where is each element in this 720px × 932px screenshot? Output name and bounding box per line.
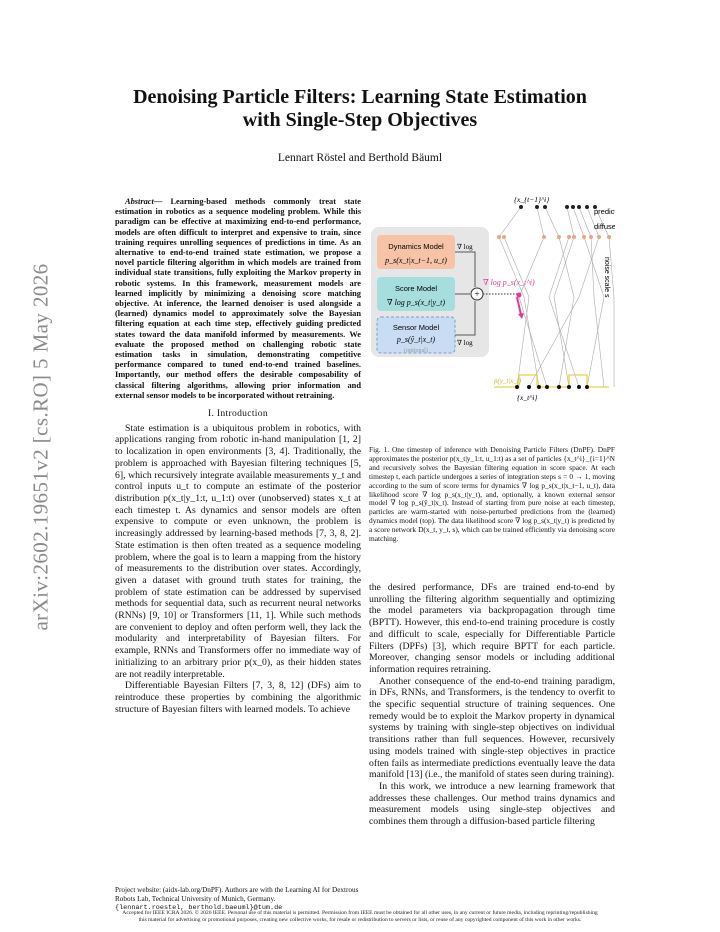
figure-caption: Fig. 1. One timestep of inference with Denoising Particle Filters (DnPF). DnPF approximates the posterior p(x_t|y_1:t, u_1:t) as a set of particles {x_t^i}_{i=1}^N and recursively solves the Bayesian filtering equation in score space. At each timestep t, each particle undergoes a series of integration steps s = 0 → 1, moving according to the sum of score terms for dynamics ∇ log p_s(x_t|x_t−1, u_t), data likelihood score ∇ log p_s(x_t|y_t), and, optionally, a known external sensor model ∇ log p_s(ŷ_t|x_t). Instead of starting from pure noise at each timestep, particles are warm-started with noise-perturbed predictions from the (learned) dynamics model (top). The data likelihood score ∇ log p_s(x_t|y_t) is predicted by a score network D(x_t, y_t, s), which can be trained efficiently via denoising score matching. [369,445,615,544]
title-line-1: Denoising Particle Filters: Learning State Estimation [133,86,587,108]
abstract-label: Abstract [125,197,154,206]
right-paragraph-3: In this work, we introduce a new learning framework that addresses these challenges. Our method trains dynamics and measurement models using single-step objectives and combines them through a diffusion-based particle filtering [369,780,615,828]
sum-label: ∇ log p_s(x_t^i) [483,278,535,287]
dynamics-grad-log: ∇ log [457,243,473,251]
noise-scale-label: noise scale s [603,257,610,298]
final-particles-label: {x_t^i} [517,393,538,402]
sensor-title: Sensor Model [392,323,440,332]
arxiv-stamp [26,232,56,662]
score-arrowhead [518,313,524,319]
dynamics-formula: p_s(x_t|x_t−1, u_t) [385,256,447,265]
sensor-grad-log: ∇ log [457,339,473,347]
previous-particles-label: {x_{t−1}^i} [514,197,550,204]
predict-label: predict [594,207,615,216]
diffuse-label: diffuse [594,222,615,231]
intro-paragraph-2: Differentiable Bayesian Filters [7, 3, 8, 12] (DFs) aim to reintroduce these properties by combining the algorithmic structure of Bayesian filters with learned models. To achieve [115,680,361,715]
sum-plus: + [474,289,480,299]
right-paragraph-2: Another consequence of the end-to-end training paradigm, in DFs, RNNs, and Transformers, is the tendency to overfit to the specific sequential structure of training sequences. One remedy would be to exploit the Markov property in dynamical systems by training with single-step objectives on individual transitions rather than full sequences. However, recursively using models trained with single-step objectives in practice often fails as intermediate predictions eventually leave the data manifold [13] (i.e., the manifold of states seen during training). [369,675,615,781]
arxiv-stamp-text: arXiv:2602.19651v2 [cs.RO] 5 May 2026 [28,263,53,631]
footnote-email: {lennart.roestel, berthold.baeuml}@tum.de [115,904,283,912]
right-paragraph-1: the desired performance, DFs are trained end-to-end by unrolling the filtering algorithm sequentially and optimizing the model parameters via backpropagation through time (BPTT). However, this end-to-end training procedure is costly and difficult to scale, especially for Differentiable Particle Filters (DPFs) [3], which require BPTT for each particle. Moreover, changing sensor models or including additional information requires retraining. [369,582,615,675]
authors: Lennart Röstel and Berthold Bäuml [277,152,443,164]
copyright-notice: Accepted for IEEE ICRA 2026. © 2026 IEEE. Personal use of this material is permitted. Permission from IEEE must be obtained for all other uses, in any current or future media, including reprinting/republishing this material for advertising or promotional purposes, creating new collective works, for resale or redistribution to servers or lists, or reuse of any copyrighted component of this work in other works. [122,910,598,924]
predicted-particles [497,235,611,239]
score-formula: ∇ log p_s(x_t|y_t) [387,298,445,307]
abstract [115,197,361,401]
intermediate-particle [517,293,522,298]
dynamics-title: Dynamics Model [388,242,444,251]
footnote-text: Project website: (aidx-lab.org/DnPF). Authors are with the Learning AI for Dextrous Robots Lab, Technical University of Munich, Germany. [115,886,359,903]
figure-1 [369,197,615,442]
figure-diagram [369,197,615,442]
likelihood-label: p(y_t|x_t) [494,377,522,385]
sensor-formula: p_s(ŷ_t|x_t) [396,335,436,344]
paper-title [100,86,620,132]
footnote [115,886,361,913]
left-column [115,197,361,715]
score-title: Score Model [394,284,438,293]
section-heading: I. Introduction [208,408,268,420]
sensor-optional: (optional) [404,348,428,354]
title-line-2: with Single-Step Objectives [242,109,478,131]
right-column [369,582,615,828]
intro-paragraph-1: State estimation is a ubiquitous problem in robotics, with applications ranging from robotic in-hand manipulation [1, 2] to localization in open environments [3, 4]. Traditionally, the problem is approached with Bayesian filtering techniques [5, 6], which recursively integrate available measurements y_t and control inputs u_t to compute an estimate of the posterior distribution p(x_t|y_1:t, u_1:t) over (unobserved) states x_t at each timestep t. As dynamics and sensor models are often expensive to compute or even unknown, the problem is increasingly addressed by learning-based methods [7, 3, 8, 2]. State estimation is then often treated as a sequence modeling problem, where the goal is to learn a mapping from the history of measurements to the distribution over states. Accordingly, given a dataset with ground truth states for training, the problem of state estimation can be addressed by supervised methods for sequential data, such as recurrent neural networks (RNNs) [9, 10] or Transformers [11, 1]. While such methods are convenient to deploy and often perform well, they lack the modularity and interpretability of Bayesian filters. For example, RNNs and Transformers offer no immediate way of initializing to an arbitrary prior p(x_0), as their hidden states are not readily interpretable. [115,422,361,680]
previous-particles [519,205,597,209]
score-arrow [517,297,521,315]
particle-trajectories [499,207,614,387]
abstract-text: — Learning-based methods commonly treat state estimation in robotics as a sequence modeling problem. While this paradigm can be effective at maximizing end-to-end performance, models are often difficult to interpret and expensive to train, since training requires unrolling sequences of predictions in time. As an alternative to end-to-end trained state estimation, we propose a novel particle filtering algorithm in which models are trained from individual state transitions, fully exploiting the Markov property in robotic systems. In this framework, measurement models are learned implicitly by minimizing a denoising score matching objective. At inference, the learned denoiser is used alongside a (learned) dynamics model to approximately solve the Bayesian filtering equation at each time step, effectively guiding predicted states toward the data manifold informed by measurements. We evaluate the proposed method on challenging robotic state estimation tasks in simulation, demonstrating competitive performance compared to tuned end-to-end trained baselines. Importantly, our method offers the desirable composability of classical filtering algorithms, allowing prior information and external sensor models to be incorporated without retraining. [115,197,361,400]
